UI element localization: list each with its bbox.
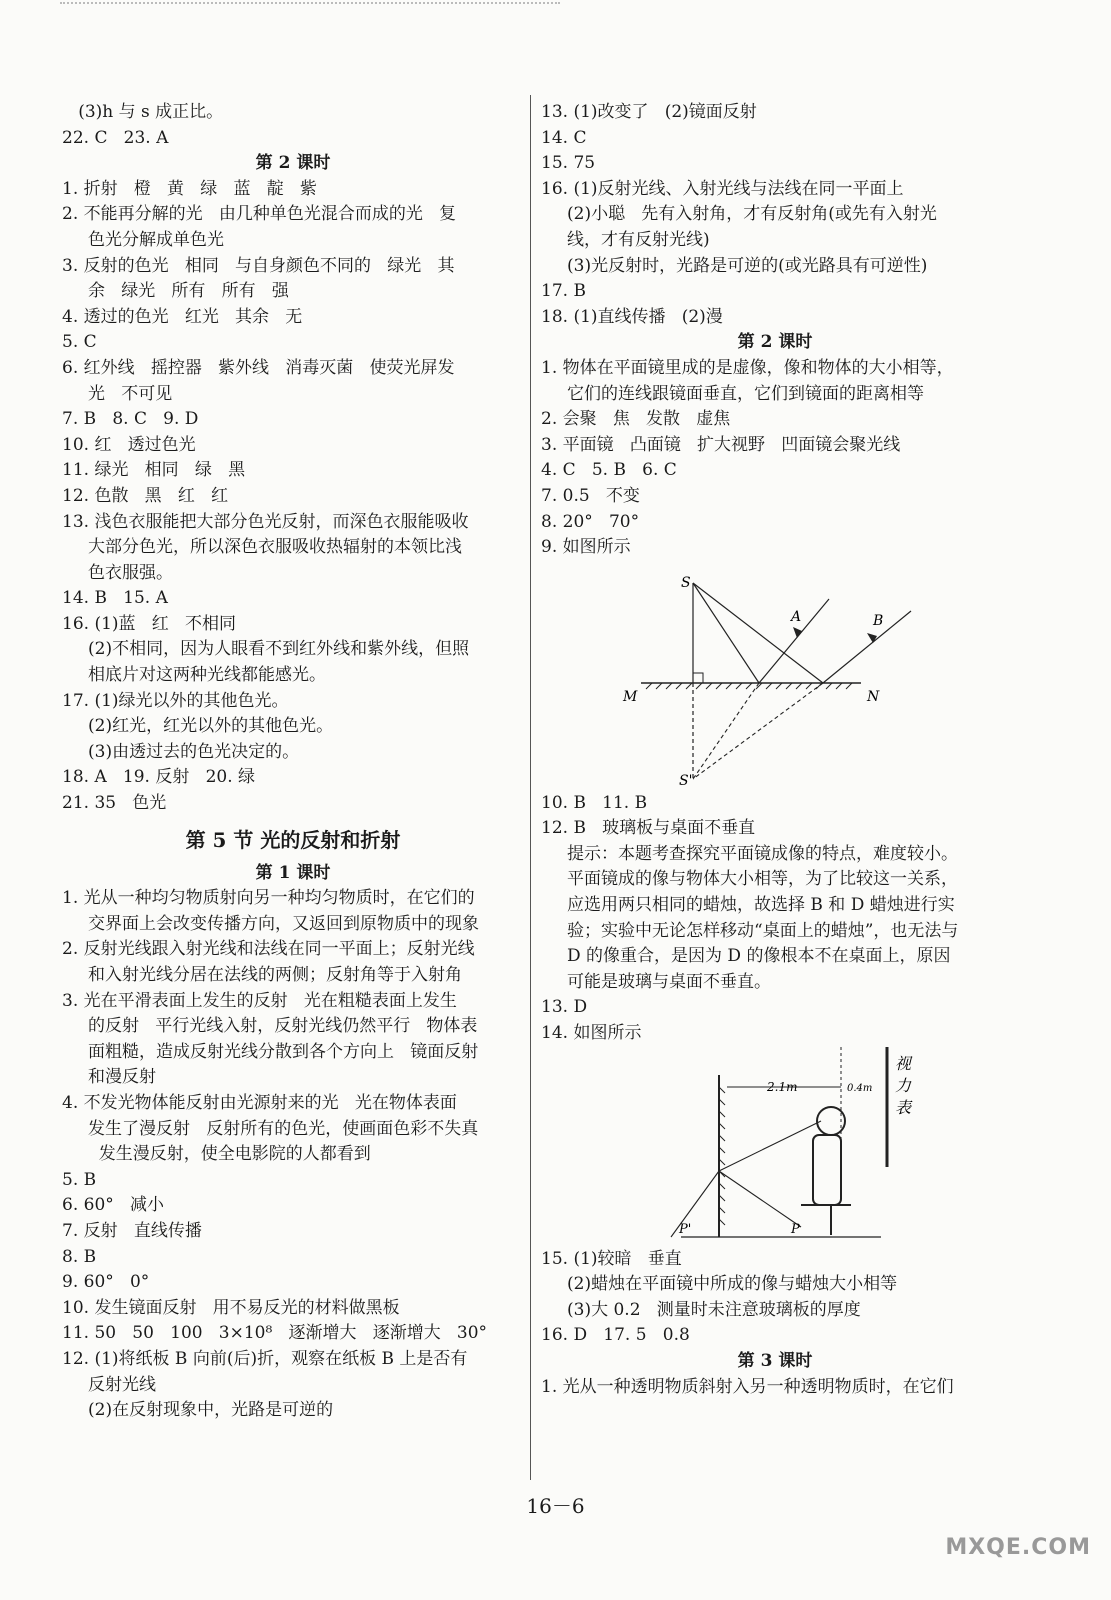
answer-line: D 的像重合，是因为 D 的像根本不在桌面上，原因 (567, 946, 951, 967)
answer-line: 验；实验中无论怎样移动“桌面上的蜡烛”，也无法与 (567, 920, 959, 941)
answer-line: 1. 物体在平面镜里成的是虚像，像和物体的大小相等， (541, 357, 954, 378)
virtual-ray-2 (693, 683, 823, 779)
answer-line: 提示：本题考查探究平面镜成像的特点，难度较小。 (567, 843, 958, 864)
answer-line: 应选用两只相同的蜡烛，故选择 B 和 D 蜡烛进行实 (567, 895, 955, 916)
scan-noise (60, 2, 560, 10)
answer-line: 10. 红 透过色光 (62, 434, 196, 455)
answer-line: 面粗糙，造成反射光线分散到各个方向上 镜面反射 (88, 1041, 479, 1062)
answer-line: 色衣服强。 (88, 562, 173, 583)
answer-line: 2. 反射光线跟入射光线和法线在同一平面上；反射光线 (62, 939, 475, 960)
label-a: A (791, 608, 802, 625)
label-s: S (681, 574, 691, 591)
answer-line: 光 不可见 (88, 383, 173, 404)
answer-line: 17. (1)绿光以外的其他色光。 (62, 690, 289, 711)
answer-line: 9. 60° 0° (62, 1272, 150, 1293)
answer-line: 平面镜成的像与物体大小相等，为了比较这一关系， (567, 869, 958, 890)
answer-line: (3)h 与 s 成正比。 (62, 102, 224, 122)
answer-line: 16. (1)蓝 红 不相同 (62, 613, 236, 634)
answer-line: 8. B (62, 1246, 97, 1267)
answer-line: 和漫反射 (88, 1067, 156, 1088)
answer-line: 可能是玻璃与桌面不垂直。 (567, 971, 771, 992)
gap-label: 0.4m (847, 1082, 873, 1094)
answer-line: 4. 不发光物体能反射由光源射来的光 光在物体表面 (62, 1092, 457, 1113)
incident-ray-1 (693, 583, 759, 683)
label-n: N (867, 688, 880, 705)
answer-line: 5. B (62, 1169, 97, 1190)
incident-ray-2 (693, 583, 823, 683)
answer-line: 7. 反射 直线传播 (62, 1220, 202, 1241)
answer-line: 交界面上会改变传播方向，又返回到原物质中的现象 (88, 913, 479, 934)
answer-line: 12. 色散 黑 红 红 (62, 485, 229, 506)
watermark: MXQE.COM (945, 1535, 1091, 1560)
answer-line: 18. A 19. 反射 20. 绿 (62, 767, 256, 788)
eye-chart-label-3: 表 (895, 1097, 912, 1117)
answer-line: 8. 20° 70° (541, 511, 640, 532)
answer-line: 发生了漫反射 反射所有的色光，使画面色彩不失真 (88, 1118, 479, 1139)
answer-line: 3. 反射的色光 相同 与自身颜色不同的 绿光 其 (62, 255, 455, 276)
answer-line: 12. B 玻璃板与桌面不垂直 (541, 818, 756, 839)
answer-line: 7. B 8. C 9. D (62, 409, 199, 430)
answer-line: 3. 光在平滑表面上发生的反射 光在粗糙表面上发生 (62, 990, 457, 1011)
answer-line: 色光分解成单色光 (88, 229, 224, 250)
label-p-prime: P' (679, 1221, 692, 1237)
answer-line: 5. C (62, 332, 97, 353)
arrow-a (793, 627, 802, 638)
arrow-b (867, 633, 877, 643)
answer-line: 它们的连线跟镜面垂直，它们到镜面的距离相等 (567, 383, 924, 404)
eye-chart-label-2: 力 (895, 1075, 912, 1095)
answer-line: 18. (1)直线传播 (2)漫 (541, 306, 723, 327)
answer-line: 余 绿光 所有 所有 强 (88, 281, 289, 302)
answer-line: 线，才有反射光线) (567, 229, 710, 250)
lesson-heading: 第 2 课时 (737, 332, 813, 353)
answer-line: 2. 不能再分解的光 由几种单色光混合而成的光 复 (62, 204, 457, 225)
right-column (541, 100, 1009, 1400)
answer-line: 7. 0.5 不变 (541, 485, 640, 506)
eye-chart-label: 视 (895, 1053, 912, 1073)
answer-line: 14. B 15. A (62, 588, 168, 609)
answer-line: 11. 绿光 相同 绿 黑 (62, 460, 246, 481)
answer-line: 发生漫反射，使全电影院的人都看到 (88, 1144, 371, 1165)
answer-line: (2)红光，红光以外的其他色光。 (88, 716, 334, 737)
answer-line: 2. 会聚 焦 发散 虚焦 (541, 409, 731, 430)
answer-line: (3)大 0.2 测量时未注意玻璃板的厚度 (567, 1299, 861, 1320)
eye-chart-svg (681, 1047, 921, 1247)
answer-line: 1. 光从一种透明物质斜射入另一种透明物质时，在它们 (541, 1376, 954, 1397)
answer-line: 21. 35 色光 (62, 793, 167, 814)
right-angle-mark (693, 673, 703, 683)
answer-line: 14. 如图所示 (541, 1023, 642, 1044)
answer-line: 16. D 17. 5 0.8 (541, 1325, 690, 1346)
ray-mirror-to-p (719, 1171, 801, 1227)
ray-diagram-svg (601, 561, 901, 791)
figure-plane-mirror-ray-diagram (541, 561, 1009, 791)
answer-line: 14. C (541, 127, 587, 148)
answer-line: 12. (1)将纸板 B 向前(后)折，观察在纸板 B 上是否有 (62, 1348, 468, 1369)
answer-line: 10. 发生镜面反射 用不易反光的材料做黑板 (62, 1297, 400, 1318)
lesson-heading: 第 2 课时 (255, 153, 331, 174)
answer-line: 反射光线 (88, 1374, 156, 1395)
answer-line: 6. 红外线 摇控器 紫外线 消毒灭菌 使荧光屏发 (62, 357, 455, 378)
label-s-prime: S' (679, 772, 693, 789)
lesson-heading: 第 3 课时 (737, 1351, 813, 1371)
label-b: B (873, 612, 884, 629)
label-p: P (791, 1221, 800, 1237)
answer-line: (2)不相同，因为人眼看不到红外线和紫外线，但照 (88, 639, 470, 660)
answer-line: 和入射光线分居在法线的两侧；反射角等于入射角 (88, 965, 462, 985)
answer-line: 11. 50 50 100 3×10⁸ 逐渐增大 逐渐增大 30° (62, 1323, 488, 1344)
answer-line: 13. 浅色衣服能把大部分色光反射，而深色衣服能吸收 (62, 511, 469, 532)
column-divider (530, 95, 531, 1480)
answer-line: 4. 透过的色光 红光 其余 无 (62, 306, 303, 327)
lesson-heading: 第 1 课时 (255, 862, 331, 883)
section-heading: 第 5 节 光的反射和折射 (185, 827, 401, 852)
answer-line: 相底片对这两种光线都能感光。 (88, 665, 326, 686)
answer-line: (3)光反射时，光路是可逆的(或光路具有可逆性) (567, 255, 928, 276)
answer-line: 16. (1)反射光线、入射光线与法线在同一平面上 (541, 178, 904, 199)
right-column-part-a (541, 100, 1009, 561)
answer-line: 15. (1)较暗 垂直 (541, 1248, 682, 1269)
answer-line: 1. 折射 橙 黄 绿 蓝 靛 紫 (62, 178, 317, 199)
answer-line: 大部分色光，所以深色衣服吸收热辐射的本领比浅 (88, 537, 462, 558)
label-m: M (623, 688, 638, 705)
answer-line: (2)蜡烛在平面镜中所成的像与蜡烛大小相等 (567, 1274, 898, 1295)
answer-line: 4. C 5. B 6. C (541, 460, 677, 481)
answer-line: 15. 75 (541, 153, 596, 174)
distance-label: 2.1m (767, 1079, 798, 1094)
answer-line: 6. 60° 减小 (62, 1195, 164, 1216)
answer-line: 10. B 11. B (541, 792, 648, 813)
left-column (62, 100, 524, 1424)
right-column-part-b (541, 791, 1009, 1047)
answer-line: (3)由透过去的色光决定的。 (88, 741, 300, 762)
answer-line: 13. (1)改变了 (2)镜面反射 (541, 102, 757, 122)
answer-line: 1. 光从一种均匀物质射向另一种均匀物质时，在它们的 (62, 888, 475, 909)
answer-line: (2)小聪 先有入射角，才有反射角(或先有入射光 (567, 204, 937, 225)
answer-line: (2)在反射现象中，光路是可逆的 (88, 1400, 334, 1421)
virtual-ray-1 (693, 683, 759, 779)
answer-line: 9. 如图所示 (541, 537, 631, 558)
answer-line: 3. 平面镜 凸面镜 扩大视野 凹面镜会聚光线 (541, 434, 901, 455)
person-body (813, 1135, 841, 1205)
answer-line: 17. B (541, 281, 586, 302)
answer-line: 22. C 23. A (62, 127, 169, 148)
answer-line: 13. D (541, 997, 588, 1018)
ray-eye-to-mirror (719, 1121, 821, 1171)
right-column-part-c (541, 1247, 1009, 1401)
figure-eye-chart-mirror (541, 1047, 1009, 1247)
page-number: 16－6 (526, 1494, 585, 1518)
reflected-ray-b (823, 611, 911, 683)
answer-line: 的反射 平行光线入射，反射光线仍然平行 物体表 (88, 1016, 478, 1037)
